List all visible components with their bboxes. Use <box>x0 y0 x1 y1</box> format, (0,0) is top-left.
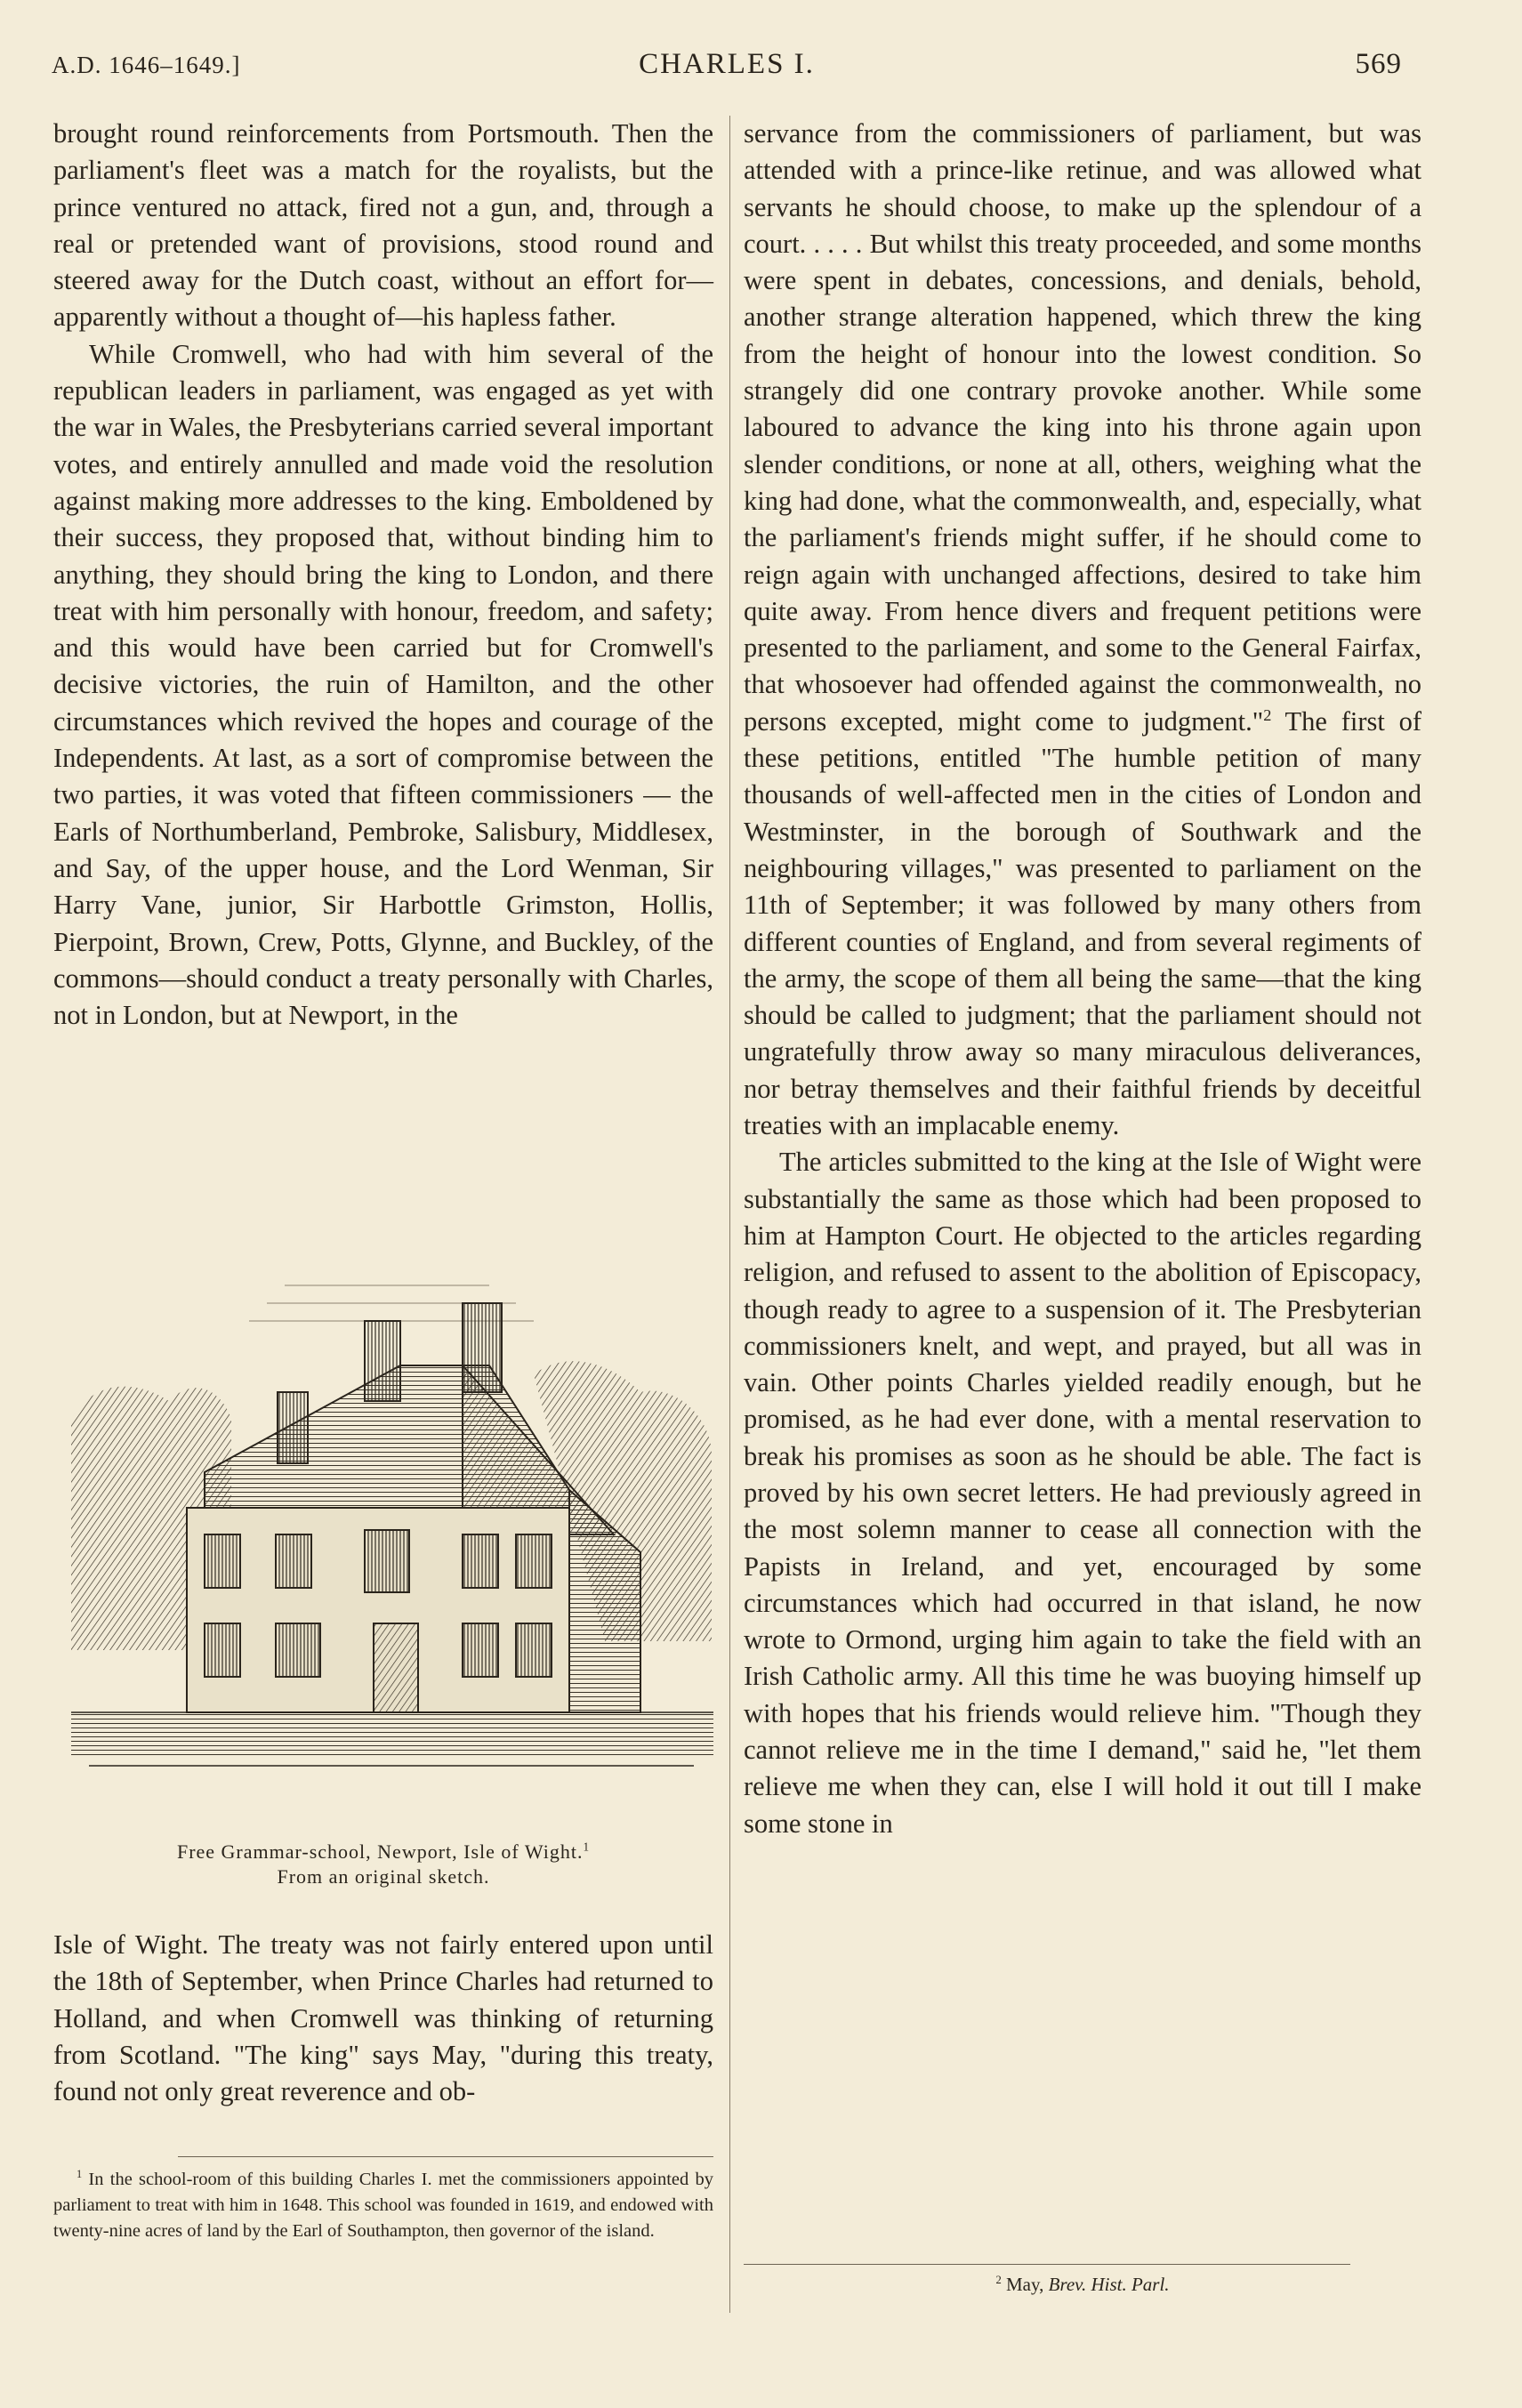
engraving-image <box>71 1268 713 1784</box>
footnote-1 <box>53 2167 713 2244</box>
paragraph: Isle of Wight. The treaty was not fairly entered upon until the 18th of September, when Prince Charles had returned to Holland, and when Cromwell was thinking of returning from Scotland. "The king" says May, "during this treaty, found not only great reverence and ob- <box>53 1929 713 2107</box>
footnote-marker: 1 <box>583 1840 591 1854</box>
paragraph: brought round reinforcements from Portsmouth. Then the parliament's fleet was a match for the royalists, but the prince ventured no attack, fired not a gun, and, through a real or pretended want of provisions, stood round and steered away for the Dutch coast, without an effort for—apparently without a thought of—his hapless father. <box>53 118 713 333</box>
running-header <box>52 46 1402 91</box>
paragraph-text: servance from the commissioners of parliament, but was attended with a prince-like retinue, and was allowed what servants he should choose, to make up the splendour of a court. . . . . But whilst this treaty proceeded, and some months were spent in debates, concessions, and denials, behold, another strange alteration happened, which threw the king from the height of honour into the lowest condition. So strangely did one contrary provoke another. While some laboured to advance the king into his throne again upon slender conditions, or none at all, others, weighing what the king had done, what the commonwealth, and, especially, what the parliament's friends might suffer, if he should come to reign again with unchanged affections, desired to take him quite away. From hence divers and frequent petitions were presented to the parliament, and some to the General Fairfax, that whosoever had offended against the commonwealth, no persons excepted, might come to judgment." <box>744 118 1421 737</box>
caption-title-line <box>53 1840 713 1864</box>
paragraph: The articles submitted to the king at the Isle of Wight were substantially the same as those which had been proposed to him at Hampton Court. He objected to the articles regarding religion, and refused to assent to the abolition of Episcopacy, though ready to agree to a suspension of it. The Presbyterian commissioners knelt, and wept, and prayed, but all was in vain. Other points Charles yielded readily enough, but he promised, as he had ever done, with a mental reservation to break his promises as soon as he should be able. The fact is proved by his own secret letters. He had previously agreed in the most solemn manner to cease all connection with the Papists in Ireland, and yet, encouraged by some circumstances which had occurred in that island, he now wrote to Ormond, urging him again to take the field with an Irish Catholic army. All this time he was buoying himself up with hopes that his friends would relieve him. "Though they cannot relieve me in the time I demand," said he, "let them relieve me when they can, else I will hold it out till I make some stone in <box>744 1147 1421 1839</box>
footnote-text: In the school-room of this building Charles I. met the commissioners appointed by parliament to treat with him in 1648. This school was founded in 1619, and endowed with twenty-nine acres of land by the Earl of Southampton, then governor of the island. <box>53 2170 713 2241</box>
caption-source: From an original sketch. <box>277 1865 490 1888</box>
school-illustration <box>71 1268 713 1784</box>
figure-caption <box>53 1840 713 1889</box>
left-column-upper <box>53 116 713 1034</box>
footnote-rule <box>744 2264 1350 2265</box>
footnote-rule <box>178 2156 713 2157</box>
header-title: CHARLES I. <box>639 48 815 80</box>
paragraph <box>744 116 1421 1144</box>
left-column-lower <box>53 1927 713 2110</box>
footnote-marker: 1 <box>77 2168 83 2181</box>
footnote-work-title: Brev. Hist. Parl. <box>1048 2274 1170 2295</box>
footnote-author: May, <box>1006 2274 1044 2295</box>
footnote-marker: 2 <box>1263 705 1272 724</box>
paragraph-text: The first of these petitions, entitled "The humble petition of many thousands of well-affected men in the cities of London and Westminster, in the borough of Southwark and the neighbouring villages," was presented to parliament on the 11th of September; it was followed by many others from different counties of England, and from several regiments of the army, the scope of them all being the same—that the king should be called to judgment; that the parliament should not ungratefully throw away so many miraculous deliverances, nor betray themselves and their faithful friends by deceitful treaties with an implacable enemy. <box>744 705 1421 1141</box>
footnote-2 <box>744 2272 1421 2297</box>
column-divider <box>729 116 730 2313</box>
footnote-marker: 2 <box>995 2274 1002 2286</box>
page-number: 569 <box>1355 48 1402 80</box>
caption-title: Free Grammar-school, Newport, Isle of Wight. <box>176 1840 584 1863</box>
right-column <box>744 116 1421 1842</box>
header-date-range: A.D. 1646–1649.] <box>52 52 241 78</box>
paragraph: While Cromwell, who had with him several of the republican leaders in parliament, was engaged as yet with the war in Wales, the Presbyterians carried several important votes, and entirely annulled and made void the resolution against making more addresses to the king. Emboldened by their success, they proposed that, without binding him to anything, they should bring the king to London, and there treat with him personally with honour, freedom, and safety; and this would have been carried but for Cromwell's decisive victories, the ruin of Hamilton, and the other circumstances which revived the hopes and courage of the Independents. At last, as a sort of compromise between the two parties, it was voted that fifteen commissioners — the Earls of Northumberland, Pembroke, Salisbury, Middlesex, and Say, of the upper house, and the Lord Wenman, Sir Harry Vane, junior, Sir Harbottle Grimston, Hollis, Pierpoint, Brown, Crew, Potts, Glynne, and Buckley, of the commons—should conduct a treaty personally with Charles, not in London, but at Newport, in the <box>53 338 713 1031</box>
